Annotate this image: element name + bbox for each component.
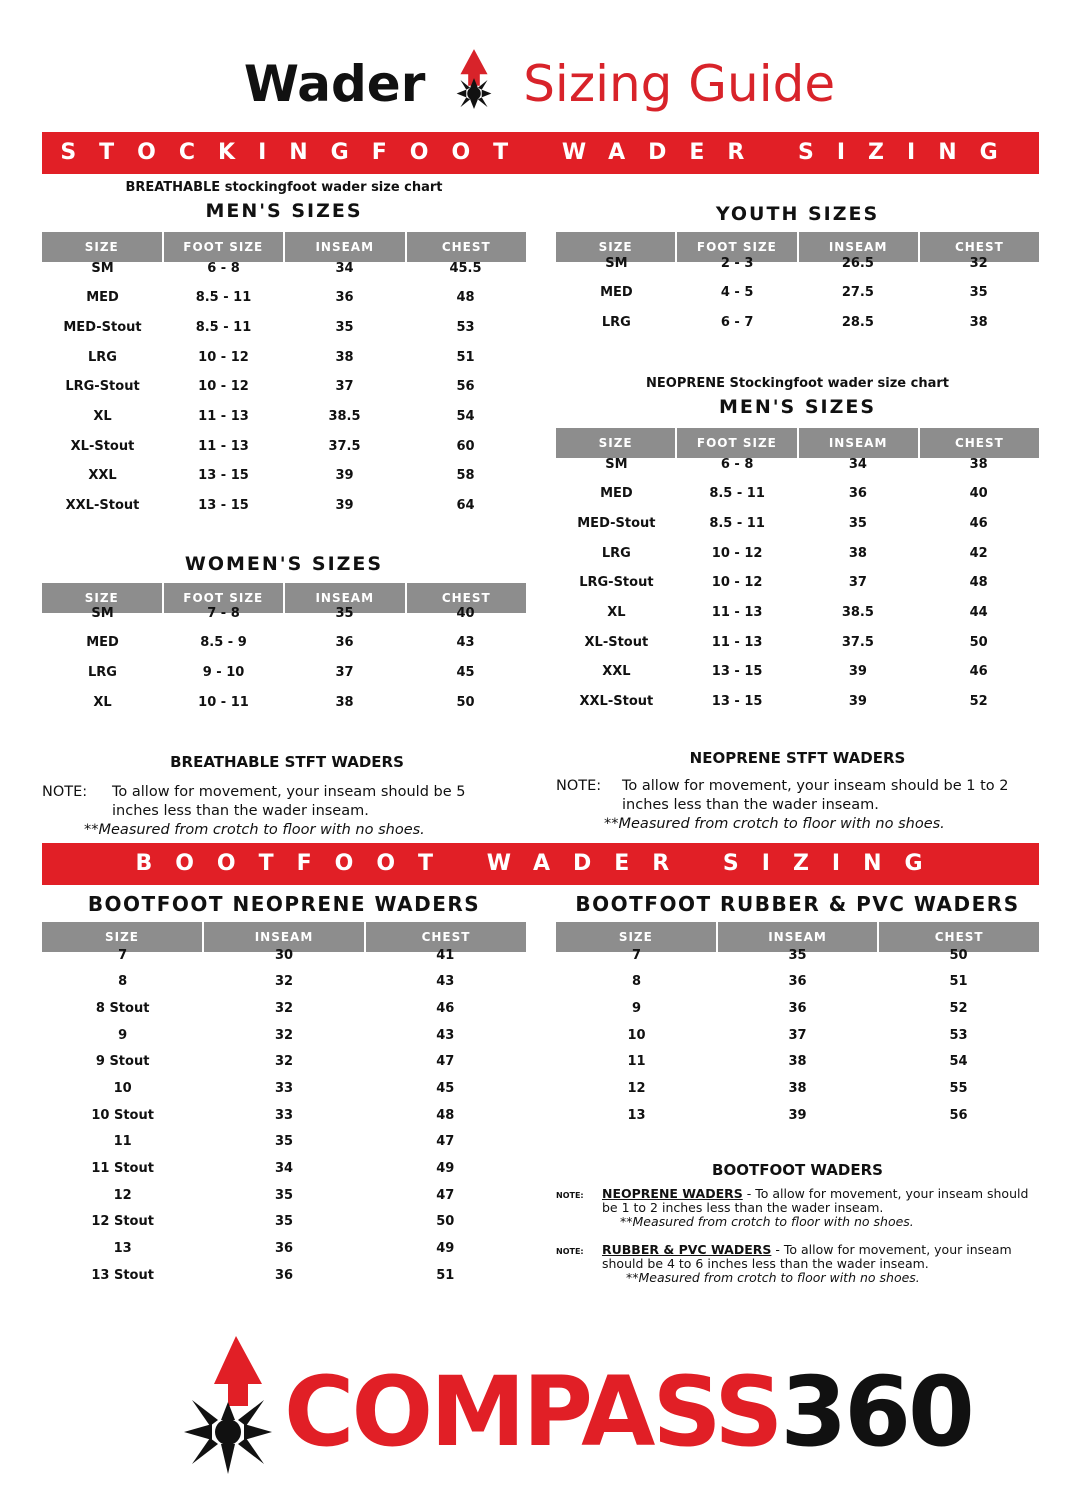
table-row (42, 1048, 526, 1075)
table-cell: 8.5 - 11 (709, 515, 765, 531)
table-cell: 39 (788, 1107, 807, 1123)
table-cell: SM (91, 605, 114, 621)
table-row (556, 278, 1039, 308)
table-row (42, 283, 526, 313)
bootfoot-rubber-note (556, 1243, 1039, 1285)
table-cell: 8 (118, 974, 128, 990)
table-cell: XL (93, 408, 112, 424)
breathable-note-title: BREATHABLE STFT WADERS (170, 753, 404, 771)
bootfoot-neoprene-note (556, 1187, 1039, 1229)
table-cell: 7 (118, 947, 128, 963)
note-label: NOTE: (556, 1191, 584, 1200)
title-word-sizing-guide: Sizing Guide (523, 55, 836, 113)
table-cell: LRG (88, 664, 117, 680)
table-row (42, 372, 526, 402)
column-header: CHEST (954, 240, 1004, 254)
table-cell: 33 (274, 1107, 294, 1123)
table-cell: 8.5 - 11 (709, 486, 765, 502)
column-header: INSEAM (799, 232, 920, 262)
table-cell: XL (93, 694, 112, 710)
table-row (556, 687, 1039, 717)
table-row (42, 1209, 526, 1236)
table-cell: 7 (631, 947, 642, 963)
breathable-mens-heading: MEN'S SIZES (205, 200, 363, 222)
table-cell: 50 (949, 947, 968, 963)
table-cell: 11 (113, 1134, 132, 1150)
table-cell: 44 (969, 604, 988, 620)
stockingfoot-banner: STOCKINGFOOT WADER SIZING (42, 132, 1039, 174)
table-cell: 32 (969, 255, 988, 271)
table-row (42, 1022, 526, 1049)
table-cell: 10 - 11 (198, 694, 249, 710)
table-cell: 35 (335, 319, 354, 335)
breathable-note (42, 783, 512, 840)
table-row (42, 1235, 526, 1262)
table-cell: 28.5 (841, 314, 874, 330)
table-row (556, 449, 1039, 479)
table-cell: 32 (274, 1000, 294, 1016)
table-cell: 52 (949, 1000, 968, 1016)
table-cell: 53 (456, 319, 475, 335)
table-cell: 11 - 13 (711, 634, 763, 650)
table-cell: 39 (335, 498, 354, 513)
table-cell: 56 (949, 1107, 968, 1123)
table-row (42, 1102, 526, 1129)
table-cell: 2 - 3 (720, 255, 754, 271)
table-cell: 52 (969, 694, 988, 709)
table-cell: 38 (969, 314, 988, 330)
table-cell: 35 (274, 1134, 294, 1150)
table-cell: XXL-Stout (579, 694, 654, 709)
table-row (42, 342, 526, 372)
table-cell: 39 (848, 694, 867, 709)
table-cell: 9 (118, 1027, 128, 1043)
table-row (42, 1182, 526, 1209)
column-header: SIZE (556, 922, 718, 952)
table-cell: 64 (456, 498, 475, 513)
column-header: SIZE (42, 232, 164, 262)
table-cell: 6 - 8 (207, 260, 240, 276)
table-cell: 37 (848, 575, 867, 591)
bootfoot-rubber-heading: BOOTFOOT RUBBER & PVC WADERS (575, 892, 1020, 916)
table-cell: 51 (436, 1267, 455, 1283)
table-cell: 51 (949, 974, 968, 990)
table-row (42, 313, 526, 343)
note-text: To allow for movement, your inseam should be 5 inches less than the wader inseam. (112, 784, 466, 819)
title-word-wader: Wader (243, 55, 426, 113)
table-cell: 9 - 10 (202, 664, 245, 680)
neoprene-mens-heading: MEN'S SIZES (718, 396, 877, 418)
table-cell: 34 (848, 456, 867, 472)
measured-note: **Measured from crotch to floor with no shoes. (620, 1214, 914, 1229)
table-body (556, 449, 1039, 716)
table-body (42, 598, 526, 717)
column-header: INSEAM (285, 232, 407, 262)
neoprene-mens-table (556, 428, 1039, 716)
table-cell: 45 (436, 1080, 455, 1096)
table-cell: 34 (274, 1161, 294, 1176)
table-cell: SM (605, 456, 628, 472)
table-cell: 10 - 12 (711, 545, 763, 561)
table-cell: 8 Stout (95, 1000, 150, 1016)
table-cell: 38 (335, 694, 354, 710)
column-header: FOOT SIZE (677, 232, 798, 262)
youth-heading: YOUTH SIZES (715, 203, 880, 225)
column-header: INSEAM (204, 922, 366, 952)
youth-table (556, 232, 1039, 337)
table-row (556, 968, 1039, 995)
neoprene-note (556, 777, 1039, 834)
note-label: NOTE: (42, 784, 88, 800)
table-body (42, 942, 526, 1289)
table-cell: 48 (969, 575, 988, 591)
table-cell: 11 (627, 1054, 646, 1070)
table-cell: 36 (335, 290, 354, 306)
column-header: CHEST (934, 930, 984, 944)
bootfoot-neoprene-table (42, 922, 526, 1289)
table-cell: 49 (436, 1241, 455, 1257)
column-header: INSEAM (718, 922, 880, 952)
table-cell: 38.5 (841, 604, 874, 620)
breathable-subtitle: BREATHABLE stockingfoot wader size chart (125, 180, 443, 195)
bootfoot-notes-title: BOOTFOOT WADERS (712, 1161, 883, 1179)
table-cell: 39 (335, 468, 354, 484)
compass-logo-icon (445, 49, 503, 111)
table-cell: 45 (456, 664, 475, 680)
table-cell: 12 Stout (91, 1214, 154, 1230)
column-header: FOOT SIZE (677, 428, 798, 458)
column-header: INSEAM (799, 428, 920, 458)
table-cell: 34 (335, 260, 354, 276)
table-cell: 26.5 (841, 255, 874, 271)
table-cell: 13 (113, 1241, 132, 1257)
table-cell: 8.5 - 11 (195, 290, 252, 306)
page-title (0, 44, 1079, 124)
table-cell: 9 Stout (95, 1054, 150, 1070)
note-text: - To allow for movement, your inseam should be 4 to 6 inches less than the wader inseam. (602, 1242, 1012, 1271)
table-cell: LRG (601, 314, 631, 330)
table-cell: 55 (949, 1080, 968, 1096)
table-cell: 35 (274, 1187, 294, 1203)
table-cell: 13 - 15 (198, 468, 249, 484)
table-cell: 4 - 5 (720, 285, 754, 301)
table-cell: 58 (456, 468, 475, 484)
table-cell: 6 - 7 (720, 314, 754, 330)
table-cell: 9 (631, 1000, 642, 1016)
table-cell: 49 (436, 1161, 455, 1176)
table-row (556, 1022, 1039, 1049)
table-row (556, 1048, 1039, 1075)
table-cell: 53 (949, 1027, 968, 1043)
table-cell: 54 (456, 408, 475, 424)
table-cell: 37 (335, 664, 354, 680)
table-cell: 8 (631, 974, 642, 990)
table-cell: MED (86, 290, 119, 306)
table-cell: 39 (848, 664, 867, 680)
table-cell: 10 (113, 1080, 132, 1096)
note-label: NOTE: (556, 1247, 584, 1256)
table-row (42, 491, 526, 521)
brand-wordmark (284, 1356, 972, 1468)
table-cell: 48 (436, 1107, 455, 1123)
table-cell: XL (607, 604, 626, 620)
table-body (42, 253, 526, 520)
table-cell: 38 (788, 1080, 807, 1096)
table-cell: 38 (848, 545, 867, 561)
table-row (42, 461, 526, 491)
table-cell: 43 (436, 974, 455, 990)
table-row (42, 995, 526, 1022)
table-cell: 32 (274, 974, 294, 990)
table-cell: 11 - 13 (711, 604, 763, 620)
breathable-womens-table (42, 583, 526, 717)
table-cell: 47 (436, 1054, 455, 1070)
table-cell: 36 (788, 974, 807, 990)
table-cell: 33 (274, 1080, 294, 1096)
bootfoot-rubber-table (556, 922, 1039, 1128)
table-cell: 43 (436, 1027, 455, 1043)
compass-emblem-icon (178, 1332, 286, 1482)
table-body (556, 942, 1039, 1129)
table-cell: 43 (456, 635, 475, 651)
table-cell: 12 (113, 1187, 132, 1203)
table-cell: 47 (436, 1134, 455, 1150)
column-header: SIZE (42, 922, 204, 952)
table-cell: XXL-Stout (65, 498, 140, 513)
table-cell: 8.5 - 11 (195, 319, 252, 335)
table-cell: 13 - 15 (711, 694, 763, 709)
table-row (556, 598, 1039, 628)
table-row (556, 1102, 1039, 1129)
column-header: CHEST (954, 436, 1004, 450)
table-cell: 46 (969, 664, 988, 680)
table-cell: 8.5 - 9 (200, 635, 247, 651)
table-cell: 36 (335, 635, 354, 651)
table-cell: 11 Stout (91, 1161, 154, 1176)
note-emphasis: NEOPRENE WADERS (602, 1186, 743, 1201)
table-cell: 11 - 13 (198, 408, 249, 424)
table-row (42, 1155, 526, 1182)
table-cell: 36 (274, 1267, 294, 1283)
table-cell: 10 - 12 (198, 349, 249, 365)
table-cell: 12 (627, 1080, 646, 1096)
table-cell: MED (600, 486, 633, 502)
table-cell: 36 (788, 1000, 807, 1016)
table-row (556, 995, 1039, 1022)
breathable-womens-heading: WOMEN'S SIZES (184, 553, 384, 575)
table-row (556, 479, 1039, 509)
table-row (42, 628, 526, 658)
table-cell: 37 (335, 379, 354, 395)
brand-360: 360 (780, 1356, 972, 1468)
table-cell: 50 (436, 1214, 455, 1230)
measured-note: **Measured from crotch to floor with no shoes. (626, 1270, 920, 1285)
note-body (556, 1243, 1039, 1271)
table-cell: 36 (274, 1241, 294, 1257)
table-cell: 36 (848, 486, 867, 502)
table-cell: MED-Stout (63, 319, 142, 335)
table-cell: XL-Stout (584, 634, 649, 650)
table-row (556, 509, 1039, 539)
table-row (556, 1075, 1039, 1102)
table-cell: 13 Stout (91, 1267, 154, 1283)
table-row (556, 942, 1039, 969)
table-cell: 10 - 12 (198, 379, 249, 395)
table-row (42, 1075, 526, 1102)
column-header: FOOT SIZE (164, 583, 286, 613)
table-cell: 54 (949, 1054, 968, 1070)
table-cell: 50 (969, 634, 988, 650)
table-row (42, 1262, 526, 1289)
table-cell: MED-Stout (577, 515, 656, 531)
note-text: - To allow for movement, your inseam should be 1 to 2 inches less than the wader inseam. (602, 1186, 1029, 1215)
breathable-mens-table (42, 232, 526, 520)
table-cell: 7 - 8 (207, 605, 240, 621)
table-cell: 40 (969, 486, 988, 502)
table-cell: 37.5 (328, 438, 361, 454)
table-cell: XXL (602, 664, 631, 680)
table-cell: 40 (456, 605, 475, 621)
table-row (42, 687, 526, 717)
table-cell: 38 (335, 349, 354, 365)
table-cell: 10 Stout (91, 1107, 154, 1123)
table-row (42, 942, 526, 969)
table-row (556, 308, 1039, 338)
table-cell: 10 - 12 (711, 575, 763, 591)
table-cell: LRG-Stout (579, 575, 654, 591)
column-header: INSEAM (285, 583, 407, 613)
table-cell: 35 (969, 285, 988, 301)
table-cell: SM (91, 260, 114, 276)
table-cell: 38 (969, 456, 988, 472)
table-cell: 42 (969, 545, 988, 561)
table-row (42, 402, 526, 432)
bootfoot-banner: BOOTFOOT WADER SIZING (42, 843, 1039, 885)
table-cell: MED (86, 635, 119, 651)
table-row (556, 248, 1039, 278)
note-emphasis: RUBBER & PVC WADERS (602, 1242, 772, 1257)
table-cell: 27.5 (841, 285, 874, 301)
table-cell: 32 (274, 1054, 294, 1070)
neoprene-subtitle: NEOPRENE Stockingfoot wader size chart (646, 376, 949, 391)
column-header: SIZE (42, 583, 164, 613)
table-cell: 38.5 (328, 408, 361, 424)
table-cell: LRG-Stout (65, 379, 140, 395)
table-cell: 46 (969, 515, 988, 531)
table-cell: LRG (601, 545, 631, 561)
measured-note: **Measured from crotch to floor with no shoes. (604, 816, 945, 832)
column-header: SIZE (556, 232, 677, 262)
table-cell: 45.5 (449, 260, 482, 276)
table-row (556, 627, 1039, 657)
table-cell: XXL (88, 468, 117, 484)
table-cell: LRG (88, 349, 117, 365)
table-cell: 50 (456, 694, 475, 710)
table-row (42, 968, 526, 995)
table-row (42, 1128, 526, 1155)
bootfoot-neoprene-heading: BOOTFOOT NEOPRENE WADERS (87, 892, 481, 916)
table-cell: 37.5 (841, 634, 874, 650)
note-text: To allow for movement, your inseam should be 1 to 2 inches less than the wader inseam. (622, 778, 1009, 813)
table-body (556, 248, 1039, 337)
table-row (42, 598, 526, 628)
column-header: CHEST (441, 240, 491, 254)
table-row (42, 253, 526, 283)
table-row (42, 431, 526, 461)
table-cell: 51 (456, 349, 475, 365)
column-header: CHEST (421, 930, 471, 944)
table-cell: 6 - 8 (720, 456, 754, 472)
note-label: NOTE: (556, 778, 602, 794)
table-cell: 32 (274, 1027, 294, 1043)
table-cell: 13 (627, 1107, 646, 1123)
table-row (42, 658, 526, 688)
table-cell: 38 (788, 1054, 807, 1070)
table-cell: 35 (848, 515, 867, 531)
column-header: FOOT SIZE (164, 232, 286, 262)
table-cell: 37 (788, 1027, 807, 1043)
table-cell: SM (605, 255, 628, 271)
table-cell: 13 - 15 (711, 664, 763, 680)
table-row (556, 538, 1039, 568)
column-header: CHEST (441, 591, 491, 605)
table-cell: 41 (436, 947, 455, 963)
table-cell: 35 (788, 947, 807, 963)
table-cell: XL-Stout (70, 438, 135, 454)
table-cell: 13 - 15 (198, 498, 249, 513)
table-cell: 48 (456, 290, 475, 306)
table-cell: 10 (627, 1027, 646, 1043)
measured-note: **Measured from crotch to floor with no shoes. (84, 822, 425, 838)
column-header: SIZE (556, 428, 677, 458)
table-row (556, 568, 1039, 598)
note-body (556, 1187, 1039, 1215)
table-cell: 11 - 13 (198, 438, 249, 454)
neoprene-note-title: NEOPRENE STFT WADERS (689, 749, 906, 767)
table-cell: 47 (436, 1187, 455, 1203)
table-cell: MED (600, 285, 633, 301)
compass-360-logo (178, 1332, 972, 1482)
table-cell: 60 (456, 438, 475, 454)
table-cell: 30 (274, 947, 294, 963)
table-cell: 56 (456, 379, 475, 395)
brand-compass: COMPASS (284, 1356, 781, 1468)
table-row (556, 657, 1039, 687)
table-cell: 46 (436, 1000, 455, 1016)
table-cell: 35 (274, 1214, 294, 1230)
table-cell: 35 (335, 605, 354, 621)
